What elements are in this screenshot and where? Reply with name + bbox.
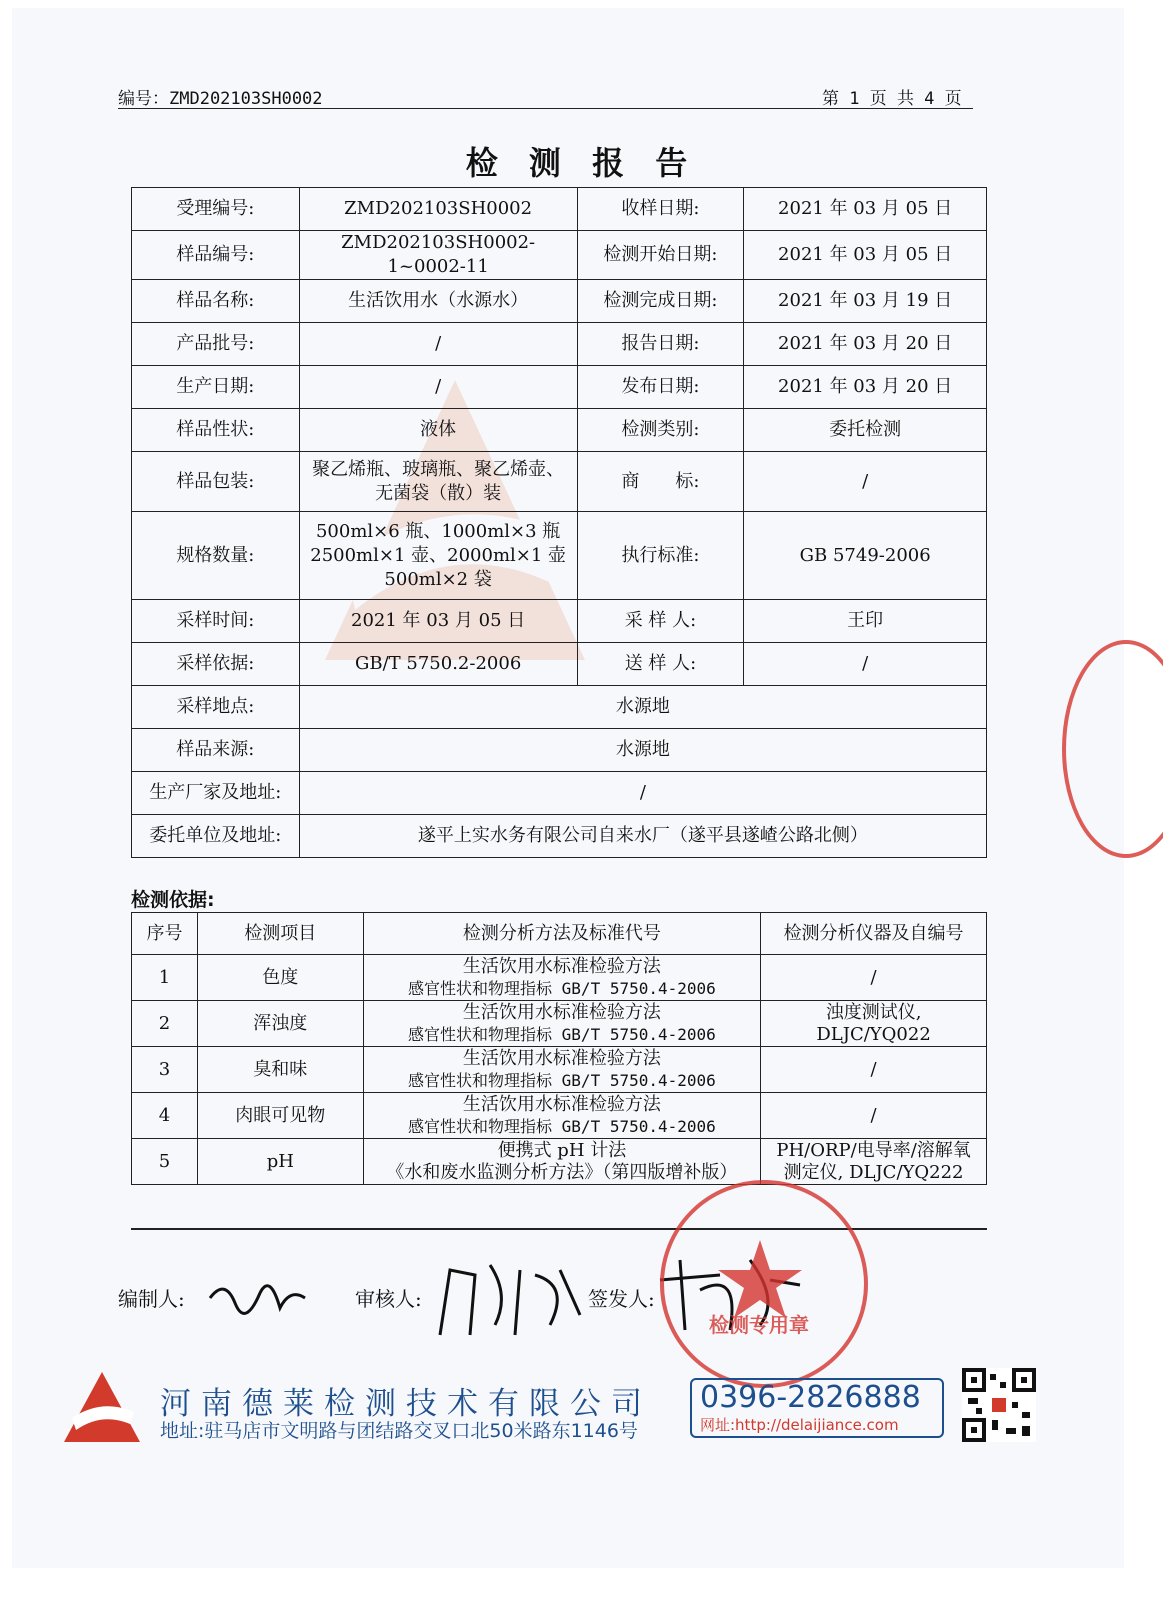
issuer-label: 签发人: — [588, 1287, 655, 1311]
field-label: 生产厂家及地址: — [132, 772, 300, 815]
row-number: 4 — [132, 1093, 198, 1139]
compiler-signature — [205, 1268, 315, 1323]
field-label: 收样日期: — [577, 188, 744, 231]
cell-line: 感官性状和物理指标 GB/T 5750.4-2006 — [408, 1070, 716, 1090]
method-cell — [363, 1001, 760, 1047]
table-row — [132, 323, 987, 366]
field-value: ZMD202103SH0002 — [299, 188, 577, 231]
report-number: 编号：ZMD202103SH0002 — [118, 89, 323, 109]
table-row — [132, 600, 987, 643]
page-title: 检 测 报 告 — [465, 144, 698, 182]
field-value — [299, 512, 577, 600]
test-item: 肉眼可见物 — [197, 1093, 363, 1139]
table-row — [132, 1047, 987, 1093]
field-value: / — [299, 366, 577, 409]
cell-line: / — [870, 1058, 877, 1080]
info-table — [131, 187, 987, 858]
field-value: 2021 年 03 月 20 日 — [744, 366, 987, 409]
footer-address: 地址:驻马店市文明路与团结路交叉口北50米路东1146号 — [160, 1420, 638, 1442]
footer-website: 网址:http://delaijiance.com — [700, 1416, 899, 1434]
cell-line: 测定仪, DLJC/YQ222 — [783, 1161, 964, 1183]
instrument-cell — [761, 955, 987, 1001]
field-value: GB/T 5750.2-2006 — [299, 643, 577, 686]
field-label: 发布日期: — [577, 366, 744, 409]
field-label: 样品名称: — [132, 280, 300, 323]
brand-logo-icon — [62, 1368, 142, 1446]
cell-line: / — [870, 1104, 877, 1126]
field-label: 样品来源: — [132, 729, 300, 772]
cell-line: 聚乙烯瓶、玻璃瓶、聚乙烯壶、 — [312, 458, 565, 480]
test-item: pH — [197, 1139, 363, 1185]
field-value: / — [744, 643, 987, 686]
table-row — [132, 955, 987, 1001]
field-label: 样品编号: — [132, 231, 300, 280]
method-cell — [363, 1093, 760, 1139]
test-item: 色度 — [197, 955, 363, 1001]
table-row — [132, 188, 987, 231]
field-label: 采 样 人: — [577, 600, 744, 643]
basis-table — [131, 912, 987, 1185]
cell-line: 生活饮用水标准检验方法 — [462, 955, 661, 977]
reviewer-signature — [430, 1255, 590, 1345]
table-row — [132, 1001, 987, 1047]
table-row — [132, 231, 987, 280]
method-cell — [363, 1047, 760, 1093]
table-row — [132, 686, 987, 729]
table-row — [132, 772, 987, 815]
cell-line: 无菌袋（散）装 — [375, 482, 502, 504]
seal-subtitle: 检测专用章 — [709, 1313, 809, 1337]
cell-line: 感官性状和物理指标 GB/T 5750.4-2006 — [408, 978, 716, 998]
method-cell — [363, 1139, 760, 1185]
field-value: 2021 年 03 月 19 日 — [744, 280, 987, 323]
reviewer-label: 审核人: — [355, 1287, 422, 1311]
table-header-row — [132, 913, 987, 955]
company-seal — [660, 1180, 868, 1388]
field-label: 受理编号: — [132, 188, 300, 231]
field-value: / — [299, 323, 577, 366]
row-number: 3 — [132, 1047, 198, 1093]
field-label: 检测类别: — [577, 409, 744, 452]
cell-line: 感官性状和物理指标 GB/T 5750.4-2006 — [408, 1024, 716, 1044]
instrument-cell — [761, 1001, 987, 1047]
compiler-label: 编制人: — [118, 1287, 185, 1311]
field-value: / — [744, 452, 987, 512]
field-value: GB 5749-2006 — [744, 512, 987, 600]
cell-line: 感官性状和物理指标 GB/T 5750.4-2006 — [408, 1116, 716, 1136]
table-row — [132, 815, 987, 858]
cell-line: 500ml×2 袋 — [384, 568, 492, 590]
table-row — [132, 643, 987, 686]
table-row — [132, 1093, 987, 1139]
test-item: 浑浊度 — [197, 1001, 363, 1047]
cell-line: DLJC/YQ022 — [816, 1023, 931, 1045]
field-value: 委托检测 — [744, 409, 987, 452]
field-value: 液体 — [299, 409, 577, 452]
field-label: 执行标准: — [577, 512, 744, 600]
field-label: 采样地点: — [132, 686, 300, 729]
field-label: 采样时间: — [132, 600, 300, 643]
basis-title: 检测依据: — [131, 889, 215, 911]
cell-line: 2500ml×1 壶、2000ml×1 壶 — [310, 544, 567, 566]
row-number: 2 — [132, 1001, 198, 1047]
field-value: 2021 年 03 月 05 日 — [744, 188, 987, 231]
field-label: 生产日期: — [132, 366, 300, 409]
column-header: 序号 — [132, 913, 198, 955]
column-header: 检测分析方法及标准代号 — [363, 913, 760, 955]
field-value — [299, 452, 577, 512]
field-label: 报告日期: — [577, 323, 744, 366]
table-row — [132, 512, 987, 600]
table-row — [132, 366, 987, 409]
field-label: 样品性状: — [132, 409, 300, 452]
field-value: 2021 年 03 月 05 日 — [299, 600, 577, 643]
field-value: 2021 年 03 月 20 日 — [744, 323, 987, 366]
column-header: 检测分析仪器及自编号 — [761, 913, 987, 955]
cell-line: 生活饮用水标准检验方法 — [462, 1001, 661, 1023]
method-cell — [363, 955, 760, 1001]
instrument-cell — [761, 1139, 987, 1185]
instrument-cell — [761, 1093, 987, 1139]
cell-line: / — [870, 966, 877, 988]
field-value: 2021 年 03 月 05 日 — [744, 231, 987, 280]
contact-box — [690, 1378, 944, 1438]
row-number: 1 — [132, 955, 198, 1001]
table-row — [132, 1139, 987, 1185]
cell-line: PH/ORP/电导率/溶解氧 — [776, 1139, 971, 1161]
field-value: 王印 — [744, 600, 987, 643]
table-row — [132, 452, 987, 512]
field-value: / — [299, 772, 986, 815]
page-info: 第 1 页 共 4 页 — [822, 89, 962, 109]
column-header: 检测项目 — [197, 913, 363, 955]
field-label: 样品包装: — [132, 452, 300, 512]
cell-line: 生活饮用水标准检验方法 — [462, 1093, 661, 1115]
header-rule — [118, 108, 973, 109]
row-number: 5 — [132, 1139, 198, 1185]
field-label: 采样依据: — [132, 643, 300, 686]
field-value: ZMD202103SH0002-1~0002-11 — [299, 231, 577, 280]
instrument-cell — [761, 1047, 987, 1093]
field-label: 商 标: — [577, 452, 744, 512]
cell-line: 500ml×6 瓶、1000ml×3 瓶 — [315, 520, 561, 542]
table-row — [132, 280, 987, 323]
field-label: 检测完成日期: — [577, 280, 744, 323]
field-value: 生活饮用水（水源水） — [299, 280, 577, 323]
field-value: 遂平上实水务有限公司自来水厂（遂平县遂嵖公路北侧） — [299, 815, 986, 858]
field-label: 送 样 人: — [577, 643, 744, 686]
footer-company: 河南德莱检测技术有限公司 — [160, 1386, 652, 1422]
cell-line: 便携式 pH 计法 — [497, 1139, 627, 1161]
field-value: 水源地 — [299, 729, 986, 772]
cell-line: 《水和废水监测分析方法》（第四版增补版） — [386, 1161, 738, 1183]
table-row — [132, 729, 987, 772]
table-row — [132, 409, 987, 452]
test-item: 臭和味 — [197, 1047, 363, 1093]
field-label: 产品批号: — [132, 323, 300, 366]
field-label: 检测开始日期: — [577, 231, 744, 280]
cell-line: 浊度测试仪, — [825, 1001, 922, 1023]
footer-phone: 0396-2826888 — [700, 1380, 921, 1415]
qr-code-icon[interactable] — [962, 1368, 1036, 1442]
cell-line: 生活饮用水标准检验方法 — [462, 1047, 661, 1069]
field-value: 水源地 — [299, 686, 986, 729]
field-label: 委托单位及地址: — [132, 815, 300, 858]
field-label: 规格数量: — [132, 512, 300, 600]
